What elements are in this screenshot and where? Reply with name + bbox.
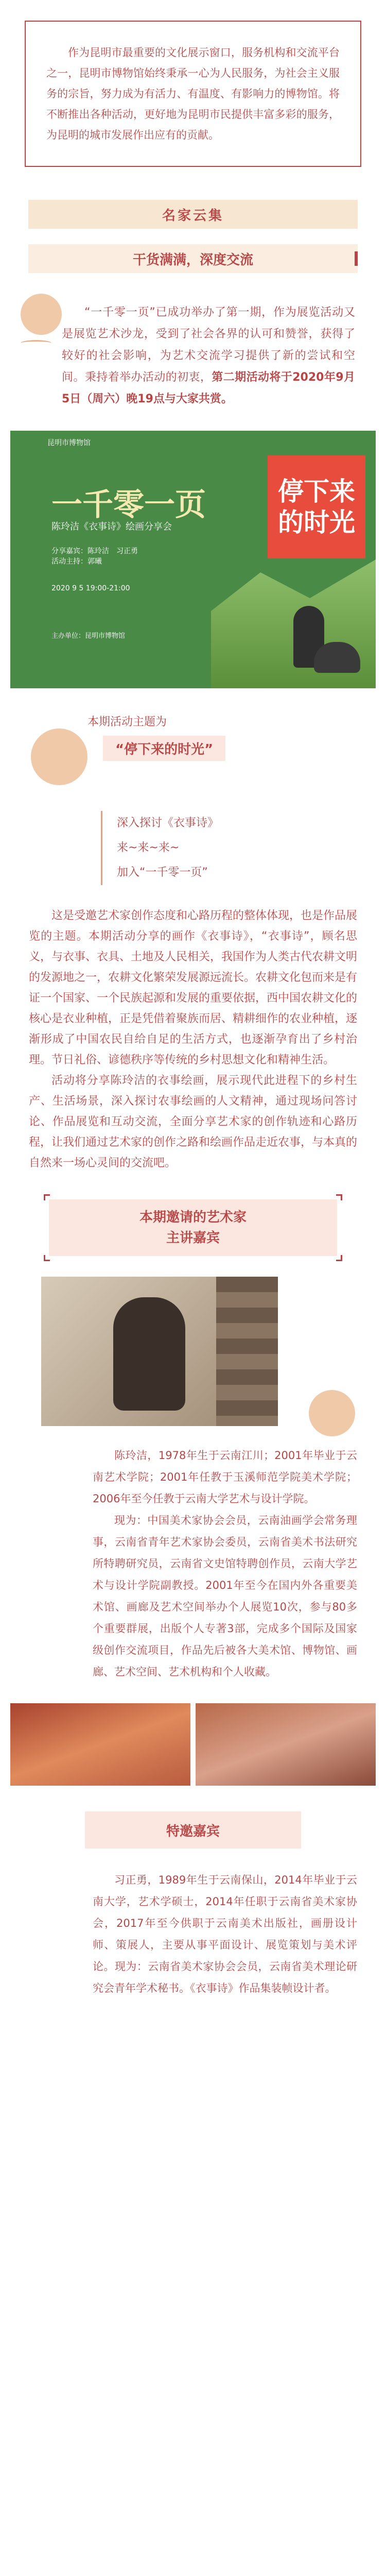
verse-line-1: 深入探讨《衣事诗》 bbox=[117, 817, 219, 829]
corner-bl-icon bbox=[44, 1255, 50, 1261]
poster-subtitle: 陈玲洁《衣事诗》绘画分享会 bbox=[51, 521, 172, 532]
section-title: 名家云集 bbox=[28, 200, 358, 229]
theme-label: 本期活动主题为 bbox=[87, 716, 167, 728]
artwork-row bbox=[10, 1703, 376, 1786]
section-slogan bbox=[28, 244, 358, 273]
poster-host: 活动主持：郭曦 bbox=[51, 557, 102, 566]
guest-title-box bbox=[49, 1199, 337, 1256]
special-guest-title bbox=[85, 1811, 301, 1849]
guest-bio-2 bbox=[93, 1869, 357, 1999]
verse-line-3: 加入“一千零一页” bbox=[117, 866, 208, 879]
guest-title-line-2: 主讲嘉宾 bbox=[166, 1230, 220, 1246]
poster-title: 一千零一页 bbox=[51, 487, 206, 523]
special-guest-title-text: 特邀嘉宾 bbox=[166, 1823, 220, 1839]
slogan-text: 干货满满，深度交流 bbox=[132, 252, 253, 268]
photo-person bbox=[113, 1297, 185, 1411]
page-bottom-space bbox=[0, 1999, 386, 2050]
guest-bio-paragraph-2: 现为：中国美术家协会会员，云南油画学会常务理事，云南省青年艺术家协会委员，云南省美术书法研究所特聘研究员，云南省文史馆特聘创作员，云南大学艺术与设计学院副教授。2001年至今在国内外各重要美术馆、画廊及艺术空间举办个人展览10次，参与80多个重要群展，出版个人专著3部，完成多个国际及国家级创作交流项目，作品先后被各大美术馆、博物馆、画廊、艺术空间、艺术机构和个人收藏。 bbox=[93, 1514, 357, 1678]
intro-paragraph: 作为昆明市最重要的文化展示窗口，服务机构和交流平台之一，昆明市博物馆始终秉承一心为人民服务，为社会主义服务的宗旨，努力成为有活力、有温度、有影响力的博物馆。将不断推出各种活动，更好地为昆明市民提供丰富多彩的服务，为昆明的城市发展作出应有的贡献。 bbox=[46, 46, 340, 141]
decor-circle-icon bbox=[21, 294, 62, 335]
decor-circle-icon bbox=[309, 1390, 355, 1436]
poster-info bbox=[51, 546, 138, 567]
body-text bbox=[29, 906, 357, 1174]
poster-guests: 分享嘉宾：陈玲洁 习正勇 bbox=[51, 547, 138, 555]
event-intro-bold: 第二期活动将于2020年9月5日（周六）晚19点与大家共赏。 bbox=[62, 371, 355, 405]
body-paragraph-1: 这是受邀艺术家创作态度和心路历程的整体体现，也是作品展览的主题。本期活动分享的画作《衣事诗》，“衣事诗”，顾名思义，与衣事、衣具、土地及人民相关，我国作为人类古代农耕文明的发源地之一，农耕文化繁荣发展源远流长。农耕文化包而来是有证一个国家、一个民族起源和发展的重要依据，西中国农耕文化的核心是衣业种植，正是凭借着聚族而居、精耕细作的农业种植，逐渐形成了中国农民自给自足的生活方式，也逐渐孕育出了乡村治理。节日礼俗、谚德秩序等传统的乡村思想文化和精神生活。 bbox=[29, 909, 358, 1066]
artwork-image-2 bbox=[196, 1703, 376, 1786]
theme-block bbox=[31, 713, 355, 785]
decor-wave-icon bbox=[21, 340, 51, 346]
poster-date: 2020 9 5 19:00-21:00 bbox=[51, 584, 130, 592]
corner-tr-icon bbox=[336, 1194, 342, 1200]
article-page bbox=[0, 21, 386, 2050]
guest-photo-wrap bbox=[0, 1277, 386, 1426]
event-intro-text bbox=[62, 302, 355, 410]
poster-vertical-title: 停下来的时光 bbox=[268, 455, 365, 558]
guest-photo bbox=[41, 1277, 278, 1426]
corner-tl-icon bbox=[44, 1194, 50, 1200]
verse-box bbox=[101, 811, 286, 885]
intro-box bbox=[25, 21, 361, 167]
artwork-image-1 bbox=[10, 1703, 190, 1786]
poster-org: 昆明市博物馆 bbox=[47, 439, 91, 447]
theme-circle-icon bbox=[31, 728, 87, 785]
theme-highlight: “停下来的时光” bbox=[103, 736, 225, 761]
corner-br-icon bbox=[336, 1255, 342, 1261]
poster-organizer: 主办单位：昆明市博物馆 bbox=[51, 632, 126, 640]
verse-line-2: 来~来~来~ bbox=[117, 841, 180, 854]
guest-bio-paragraph-1: 陈玲洁，1978年生于云南江川；2001年毕业于云南艺术学院；2001年任教于玉溪师范学院美术学院；2006年至今任教于云南大学艺术与设计学院。 bbox=[93, 1449, 357, 1505]
photo-shelf bbox=[216, 1277, 278, 1426]
body-paragraph-2: 活动将分享陈玲洁的衣事绘画，展示现代此进程下的乡村生产、生活场景，深入探讨农事绘画的人文精神，通过现场问答讨论、作品展览和互动交流，全面分享艺术家的创作轨迹和心路历程，让我们通过艺术家的创作之路和绘画作品走近农事，与本真的自然来一场心灵间的交流吧。 bbox=[29, 1074, 358, 1170]
guest-bio-1 bbox=[93, 1445, 357, 1683]
event-poster bbox=[10, 431, 376, 688]
event-intro bbox=[62, 302, 355, 410]
guest-bio-paragraph-3: 习正勇，1989年生于云南保山，2014年毕业于云南大学，艺术学硕士，2014年任职于云南省美术家协会，2017年至今供职于云南美术出版社，画册设计师、策展人，主要从事平面设计、展览策划与美术评论。现为：云南省美术家协会会员，云南省美术理论研究会青年学术秘书。《衣事诗》作品集装帧设计者。 bbox=[93, 1874, 357, 1994]
slogan-bar-decoration bbox=[355, 251, 358, 266]
event-intro-plain: “一千零一页”已成功举办了第一期，作为展览活动又是展览艺术沙龙，受到了社会各界的认可和赞誉，获得了较好的社会影响，为艺术交流学习提供了新的尝试和空间。秉持着举办活动的初衷， bbox=[62, 306, 355, 384]
guest-title-line-1: 本期邀请的艺术家 bbox=[139, 1210, 247, 1225]
